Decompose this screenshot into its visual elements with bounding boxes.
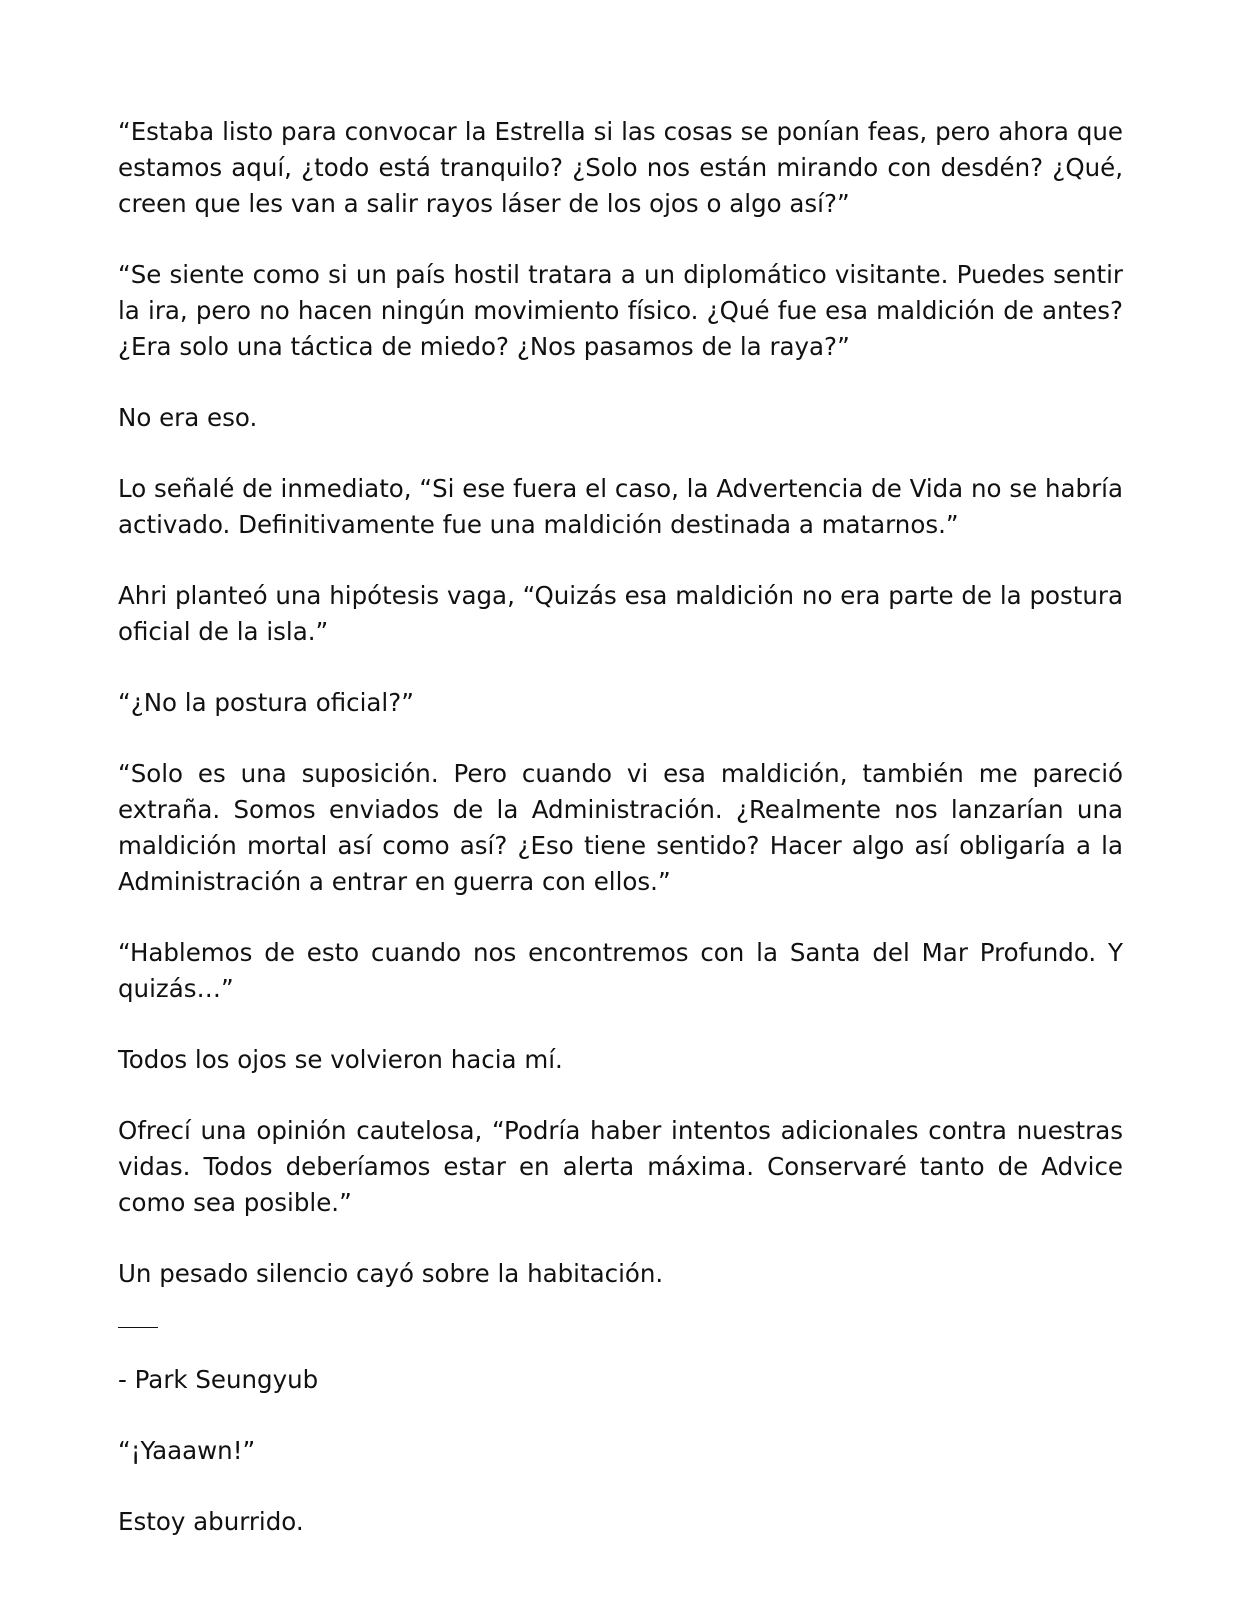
paragraph-4: Lo señalé de inmediato, “Si ese fuera el caso, la Advertencia de Vida no se habría activado. Definitivamente fue una maldición destinada a matarnos.” bbox=[118, 474, 1123, 539]
document-page bbox=[118, 114, 1123, 1575]
paragraph-1: “Estaba listo para convocar la Estrella si las cosas se ponían feas, pero ahora que estamos aquí, ¿todo está tranquilo? ¿Solo nos están mirando con desdén? ¿Qué, creen que les van a salir rayos láser de los ojos o algo así?” bbox=[118, 117, 1123, 218]
paragraph-7: “Solo es una suposición. Pero cuando vi esa maldición, también me pareció extraña. Somos enviados de la Administración. ¿Realmente nos lanzarían una maldición mortal así como así? ¿Eso tiene sentido? Hacer algo así obligaría a la Administración a entrar en guerra con ellos.” bbox=[118, 759, 1123, 896]
paragraph-2: “Se siente como si un país hostil tratara a un diplomático visitante. Puedes sentir la ira, pero no hacen ningún movimiento físico. ¿Qué fue esa maldición de antes? ¿Era solo una táctica de miedo? ¿Nos pasamos de la raya?” bbox=[118, 260, 1123, 361]
paragraph-6: “¿No la postura oficial?” bbox=[118, 688, 414, 717]
paragraph-8: “Hablemos de esto cuando nos encontremos con la Santa del Mar Profundo. Y quizás…” bbox=[118, 938, 1123, 1003]
paragraph-3: No era eso. bbox=[118, 403, 258, 432]
paragraph-9: Todos los ojos se volvieron hacia mí. bbox=[118, 1045, 563, 1074]
paragraph-5: Ahri planteó una hipótesis vaga, “Quizás esa maldición no era parte de la postura oficial de la isla.” bbox=[118, 581, 1123, 646]
paragraph-yawn: “¡Yaaawn!” bbox=[118, 1436, 256, 1465]
paragraph-bored: Estoy aburrido. bbox=[118, 1507, 304, 1536]
scene-separator bbox=[118, 1327, 158, 1328]
paragraph-10: Ofrecí una opinión cautelosa, “Podría haber intentos adicionales contra nuestras vidas. Todos deberíamos estar en alerta máxima. Conservaré tanto de Advice como sea posible.” bbox=[118, 1116, 1123, 1217]
section-author-line: - Park Seungyub bbox=[118, 1365, 319, 1394]
paragraph-11: Un pesado silencio cayó sobre la habitación. bbox=[118, 1259, 664, 1288]
